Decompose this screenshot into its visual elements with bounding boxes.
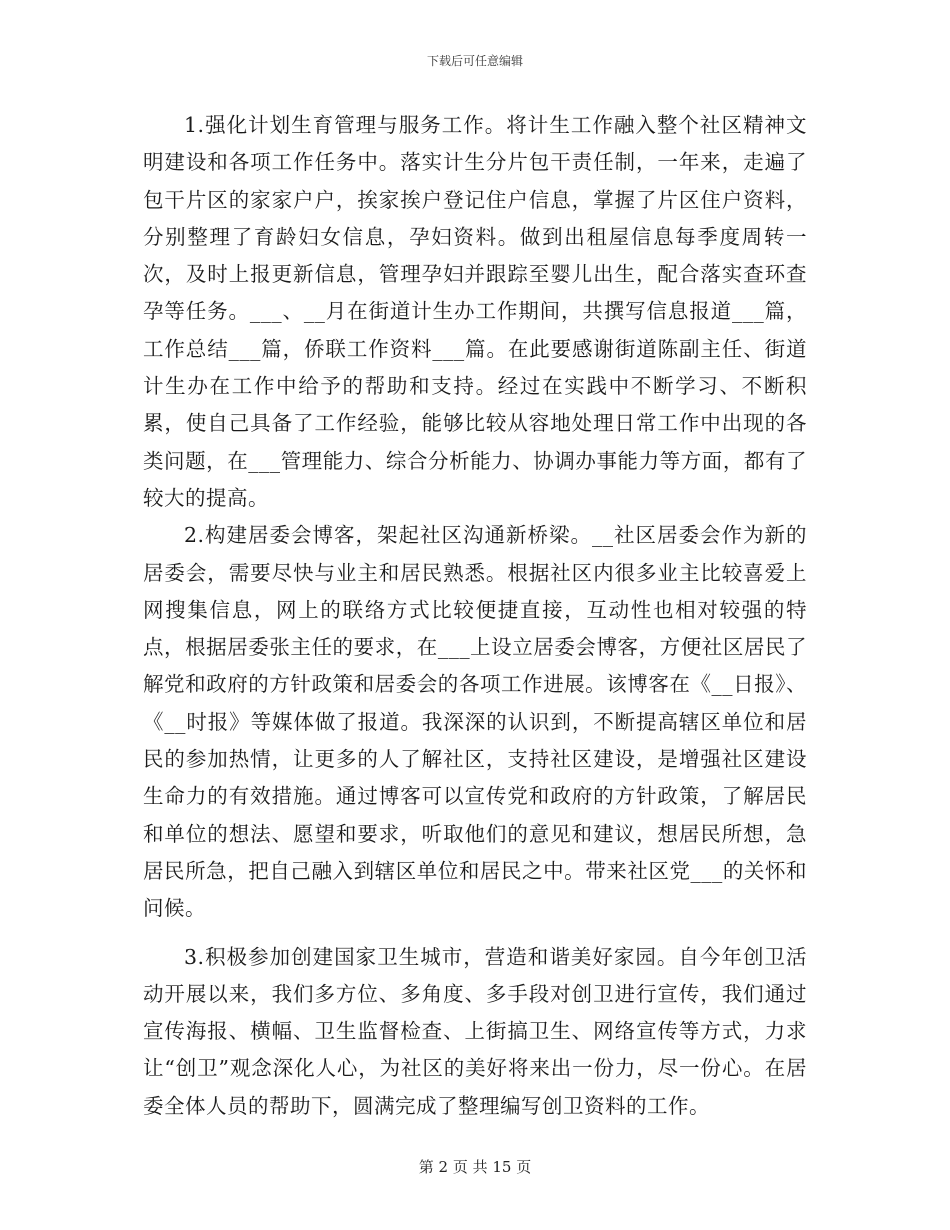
paragraph-3: 3.积极参加创建国家卫生城市，营造和谐美好家园。自今年创卫活动开展以来，我们多方位、多角度、多手段对创卫进行宣传，我们通过宣传海报、横幅、卫生监督检查、上街搞卫生、网络宣传等方式，力求让“创卫”观念深化人心，为社区的美好将来出一份力，尽一份心。在居委全体人员的帮助下，圆满完成了整理编写创卫资料的工作。 [143, 944, 807, 1118]
page-header: 下载后可任意编辑 [426, 54, 523, 68]
page-number-footer: 第 2 页 共 15 页 [418, 1158, 532, 1176]
paragraph-1: 1.强化计划生育管理与服务工作。将计生工作融入整个社区精神文明建设和各项工作任务中。落实计生分片包干责任制，一年来，走遍了包干片区的家家户户，挨家挨户登记住户信息，掌握了片区住户资料，分别整理了育龄妇女信息，孕妇资料。做到出租屋信息每季度周转一次，及时上报更新信息，管理孕妇并跟踪至婴儿出生，配合落实查环查孕等任务。___、__月在街道计生办工作期间，共撰写信息报道___篇，工作总结___篇，侨联工作资料___篇。在此要感谢街道陈副主任、街道计生办在工作中给予的帮助和支持。经过在实践中不断学习、不断积累，使自己具备了工作经验，能够比较从容地处理日常工作中出现的各类问题，在___管理能力、综合分析能力、协调办事能力等方面，都有了较大的提高。 [143, 113, 807, 510]
paragraph-2: 2.构建居委会博客，架起社区沟通新桥梁。__社区居委会作为新的居委会，需要尽快与业主和居民熟悉。根据社区内很多业主比较喜爱上网搜集信息，网上的联络方式比较便捷直接，互动性也相对较强的特点，根据居委张主任的要求，在___上设立居委会博客，方便社区居民了解党和政府的方针政策和居委会的各项工作进展。该博客在《__日报》、《__时报》等媒体做了报道。我深深的认识到，不断提高辖区单位和居民的参加热情，让更多的人了解社区，支持社区建设，是增强社区建设生命力的有效措施。通过博客可以宣传党和政府的方针政策，了解居民和单位的想法、愿望和要求，听取他们的意见和建议，想居民所想，急居民所急，把自己融入到辖区单位和居民之中。带来社区党___的关怀和问候。 [143, 523, 807, 921]
document-body [143, 107, 807, 1125]
